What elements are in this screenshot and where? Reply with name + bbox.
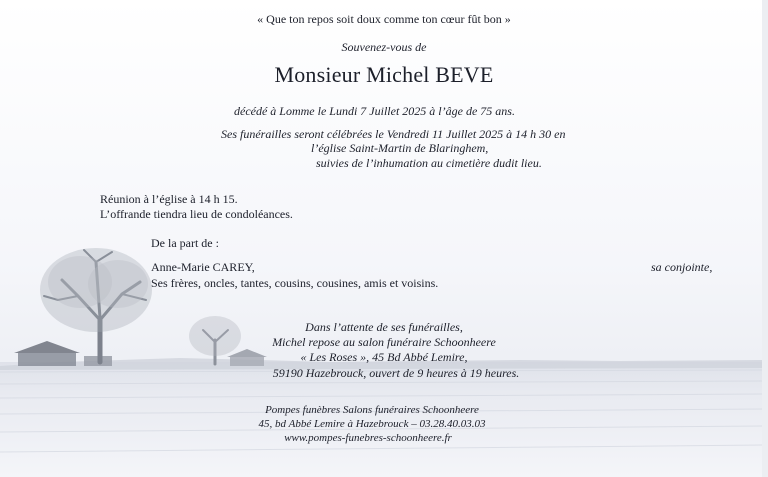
rest-place-line-2: Michel repose au salon funéraire Schoonheere [272,335,496,349]
rest-place-line-4: 59190 Hazebrouck, ouvert de 9 heures à 19 heures. [272,366,520,380]
footer-address-phone: 45, bd Abbé Lemire à Hazebrouck – 03.28.40.03.03 [258,418,486,430]
epigraph: « Que ton repos soit doux comme ton cœur fût bon » [257,12,511,26]
rest-place-line-1: Dans l’attente de ses funérailles, [305,320,463,334]
rest-place-line-3: « Les Roses », 45 Bd Abbé Lemire, [300,350,468,364]
deceased-name: Monsieur Michel BEVE [274,62,494,87]
spouse-name: Anne-Marie CAREY, [151,260,255,274]
footer-website: www.pompes-funebres-schoonheere.fr [284,432,452,444]
spouse-role: sa conjointe, [651,260,713,274]
meeting-line-1: Réunion à l’église à 14 h 15. [100,192,238,206]
footer-company: Pompes funèbres Salons funéraires Schoonheere [265,404,479,416]
intro-text: Souvenez-vous de [341,40,427,54]
funeral-line-1: Ses funérailles seront célébrées le Vendredi 11 Juillet 2025 à 14 h 30 en [221,127,566,141]
meeting-line-2: L’offrande tiendra lieu de condoléances. [100,207,293,221]
family-heading: De la part de : [151,236,219,250]
funeral-line-2: l’église Saint-Martin de Blaringhem, [311,141,489,155]
funeral-line-3: suivies de l’inhumation au cimetière dudit lieu. [316,156,542,170]
death-line: décédé à Lomme le Lundi 7 Juillet 2025 à l’âge de 75 ans. [234,104,515,118]
family-others: Ses frères, oncles, tantes, cousins, cousines, amis et voisins. [151,276,439,290]
